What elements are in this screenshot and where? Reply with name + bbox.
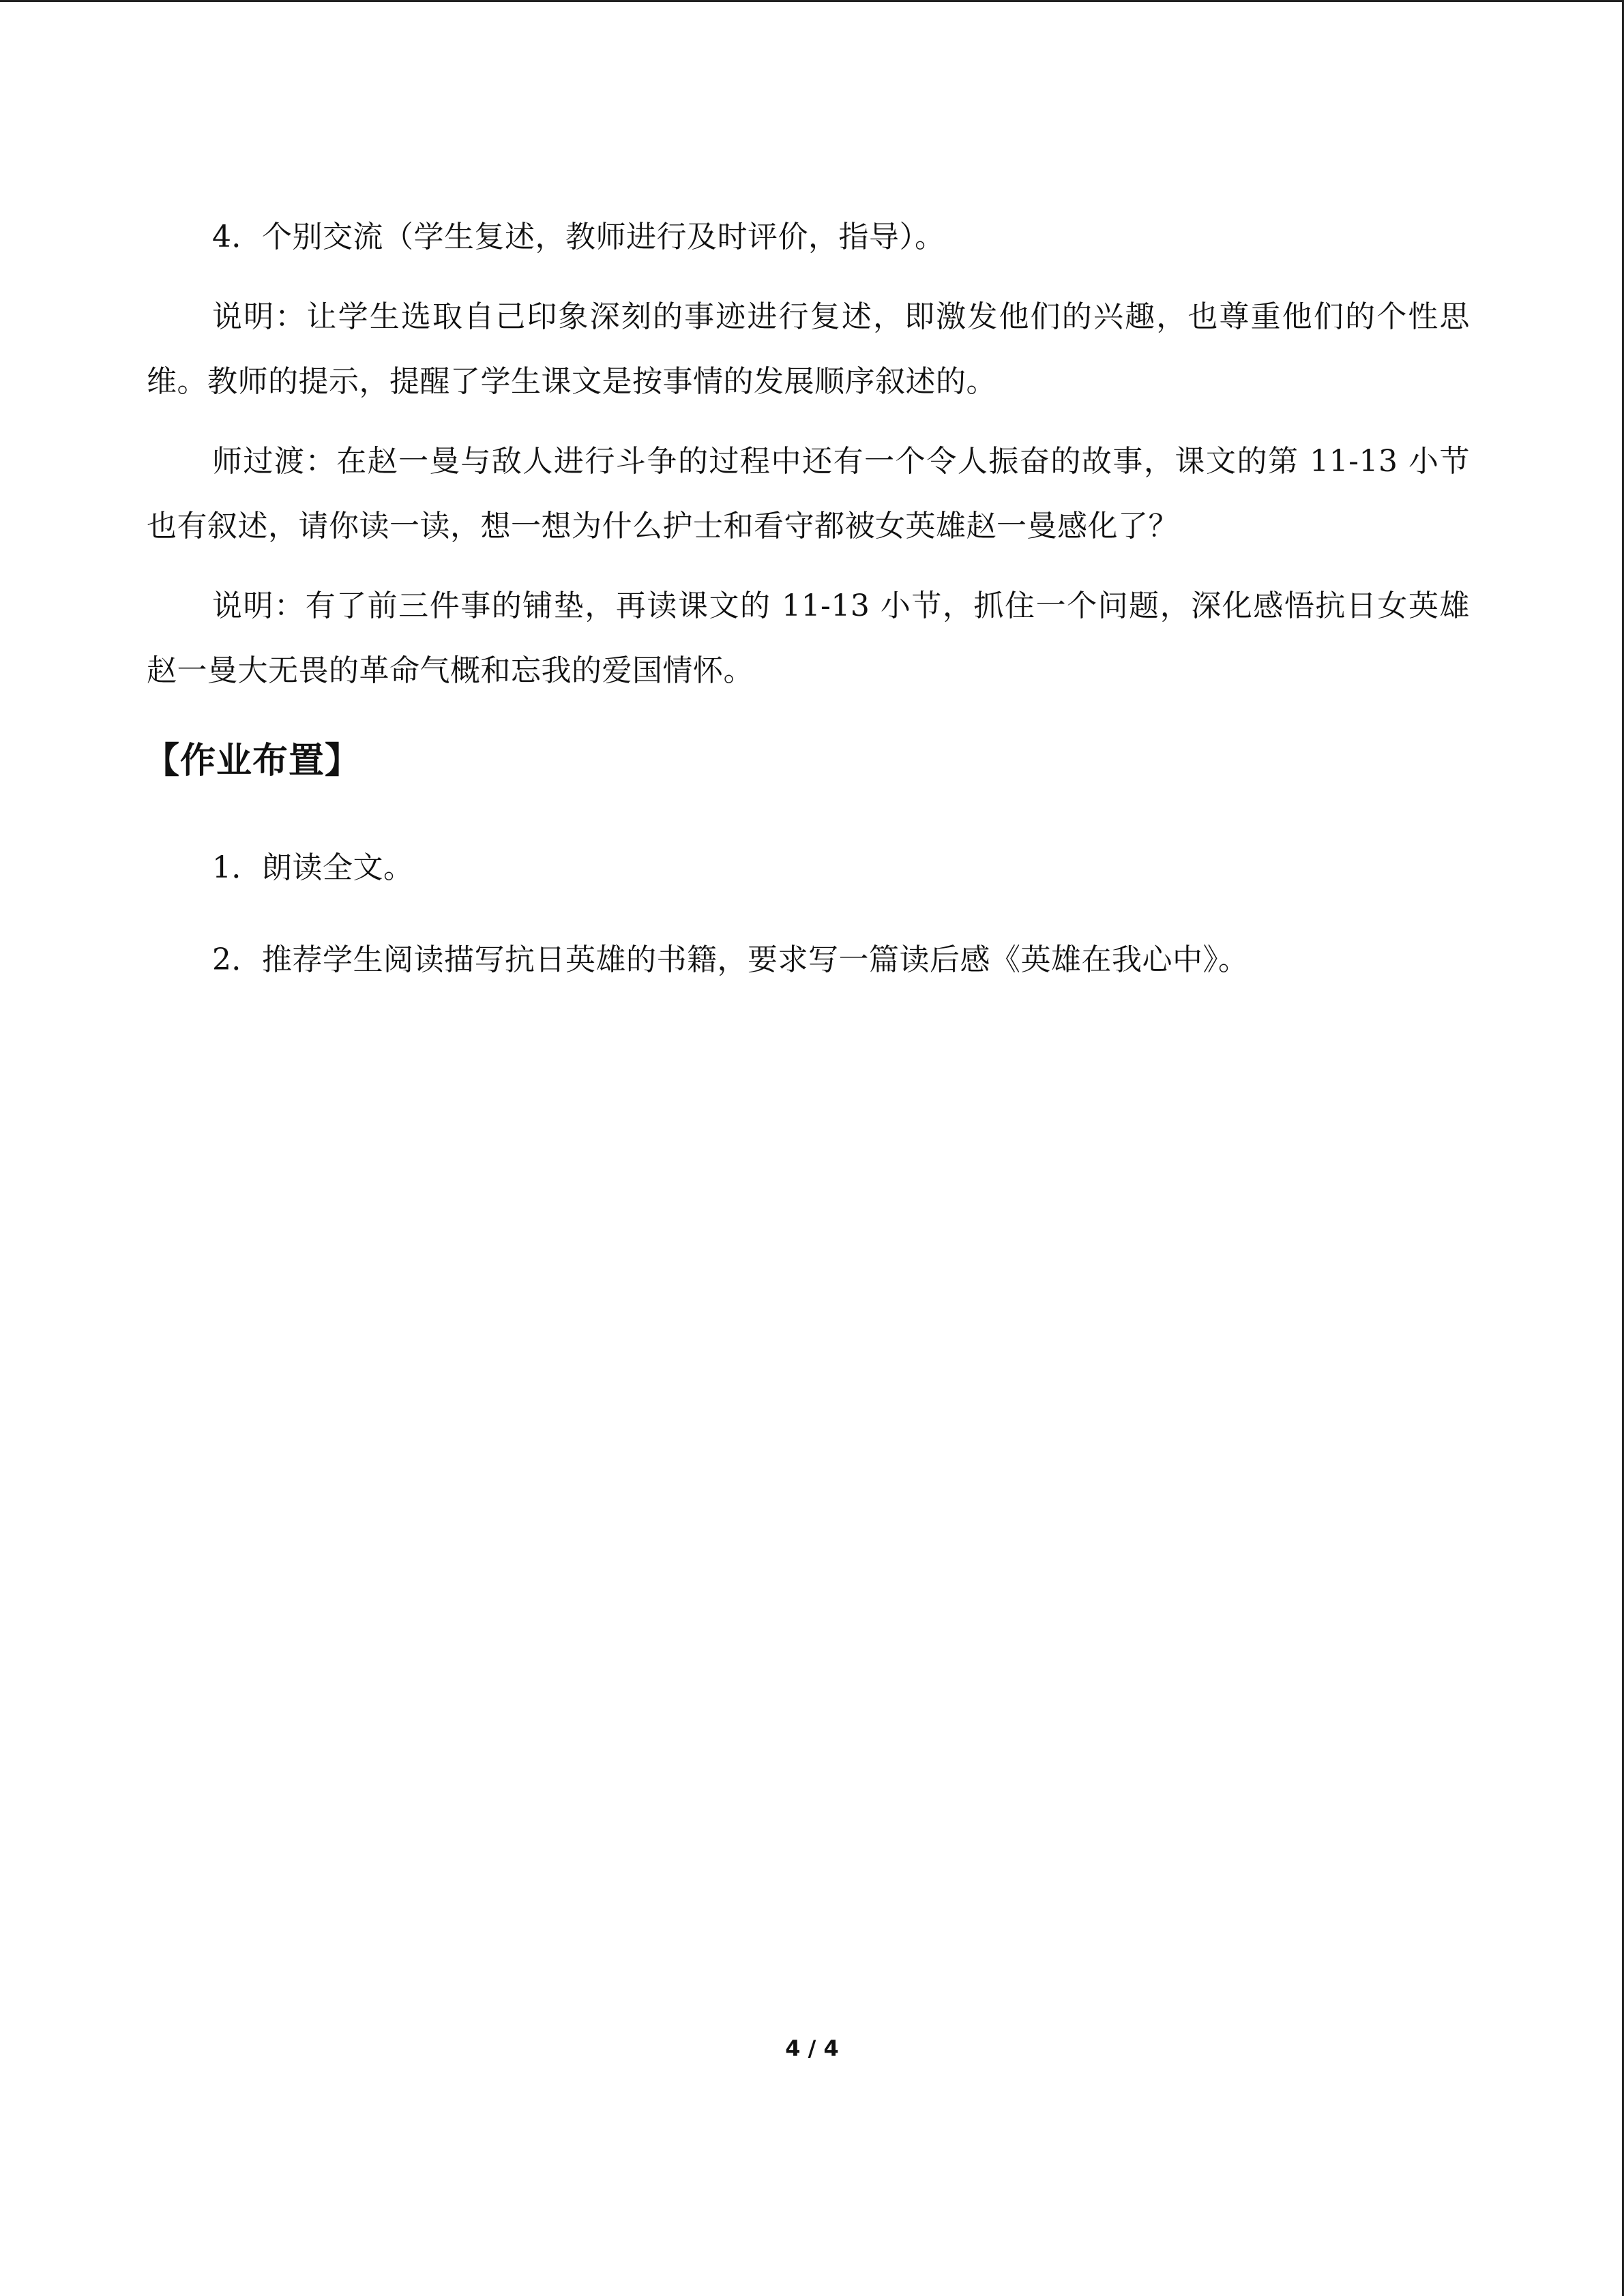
paragraph-teacher-transition: 师过渡：在赵一曼与敌人进行斗争的过程中还有一个令人振奋的故事，课文的第 11-13 小节也有叙述，请你读一读，想一想为什么护士和看守都被女英雄赵一曼感化了？ — [147, 444, 1470, 543]
homework-item-read-aloud: 1．朗读全文。 — [212, 850, 414, 885]
paragraph-explanation-retelling: 说明：让学生选取自己印象深刻的事迹进行复述，即激发他们的兴趣，也尊重他们的个性思维。教师的提示，提醒了学生课文是按事情的发展顺序叙述的。 — [147, 299, 1470, 399]
paragraph-individual-exchange: 4．个别交流（学生复述，教师进行及时评价，指导）。 — [212, 220, 945, 254]
document-body — [144, 205, 1470, 992]
paragraph-explanation-deepen: 说明：有了前三件事的铺垫，再读课文的 11-13 小节，抓住一个问题，深化感悟抗日女英雄赵一曼大无畏的革命气概和忘我的爱国情怀。 — [147, 588, 1470, 688]
page-number: 4 / 4 — [785, 2036, 839, 2061]
homework-heading: 【作业布置】 — [144, 741, 361, 781]
homework-item-recommend-books: 2．推荐学生阅读描写抗日英雄的书籍，要求写一篇读后感《英雄在我心中》。 — [212, 942, 1249, 977]
